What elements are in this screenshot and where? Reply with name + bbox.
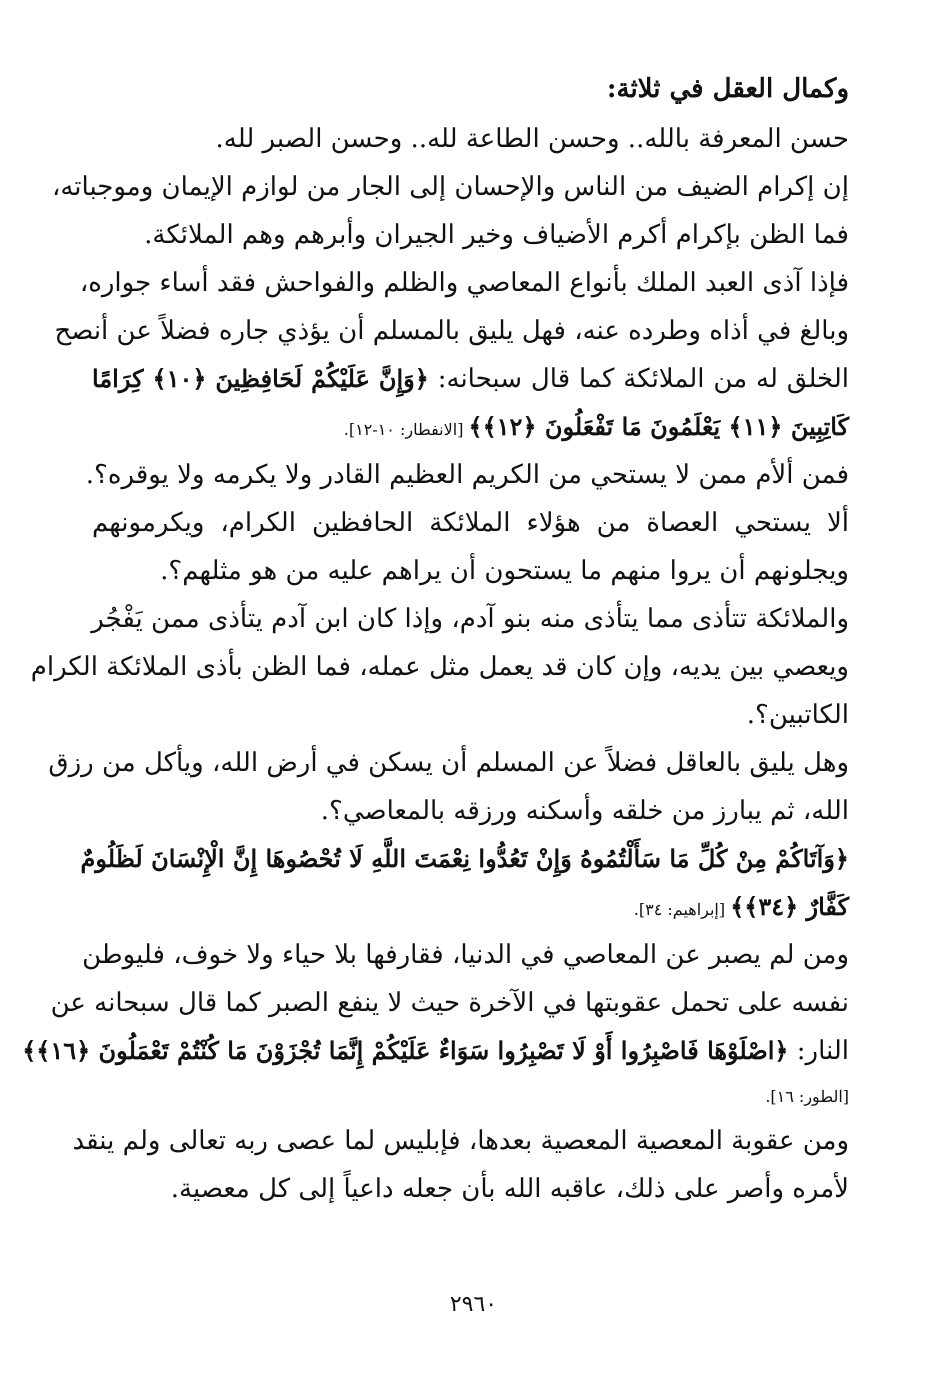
text-line: الكاتبين؟. xyxy=(746,700,849,730)
text-line: وهل يليق بالعاقل فضلاً عن المسلم أن يسكن في أرض الله، ويأكل من رزق xyxy=(48,748,849,778)
text-line-with-quran xyxy=(92,890,849,938)
text-line: فمن ألأم ممن لا يستحي من الكريم العظيم القادر ولا يكرمه ولا يوقره؟. xyxy=(85,460,849,490)
text-line-with-quran xyxy=(22,1034,849,1082)
text-line: الله، ثم يبارز من خلقه وأسكنه ورزقه بالمعاصي؟. xyxy=(320,796,849,826)
text-line-with-quran xyxy=(92,362,849,410)
text-line-with-quran xyxy=(92,410,849,458)
text-line: إن إكرام الضيف من الناس والإحسان إلى الجار من لوازم الإيمان وموجباته، xyxy=(51,172,849,202)
quran-verse: كَاتِبِينَ ﴿١١﴾ يَعْلَمُونَ مَا تَفْعَلُونَ ﴿١٢﴾﴾ xyxy=(468,412,849,441)
text-line: وبالغ في أذاه وطرده عنه، فهل يليق بالمسلم أن يؤذي جاره فضلاً عن أنصح xyxy=(54,316,849,346)
quran-verse: ﴿وَآتَاكُمْ مِنْ كُلِّ مَا سَأَلْتُمُوهُ وَإِنْ تَعُدُّوا نِعْمَتَ اللَّهِ لَا تُحْصُوهَا إِنَّ الْإِنْسَانَ لَظَلُومٌ xyxy=(80,844,849,873)
text-line: والملائكة تتأذى مما يتأذى منه بنو آدم، وإذا كان ابن آدم يتأذى ممن يَفْجُر xyxy=(91,604,849,634)
text-line: فما الظن بإكرام أكرم الأضياف وخير الجيران وأبرهم وهم الملائكة. xyxy=(144,220,849,250)
verse-citation: [إبراهيم: ٣٤]. xyxy=(633,900,731,919)
text-line: ويعصي بين يديه، وإن كان قد يعمل مثل عمله، فما الظن بأذى الملائكة الكرام xyxy=(30,652,849,682)
verse-citation: [الطور: ١٦]. xyxy=(765,1087,849,1106)
text-line: فإذا آذى العبد الملك بأنواع المعاصي والظلم والفواحش فقد أساء جواره، xyxy=(79,268,849,298)
quran-verse: ﴿اصْلَوْهَا فَاصْبِرُوا أَوْ لَا تَصْبِرُوا سَوَاءٌ عَلَيْكُمْ إِنَّمَا تُجْزَوْنَ مَا كُنْتُمْ تَعْمَلُونَ ﴿١٦﴾﴾ xyxy=(22,1036,789,1065)
verse-citation: [الانفطار: ١٠-١٢]. xyxy=(343,420,469,439)
text-line: ومن عقوبة المعصية المعصية بعدها، فإبليس لما عصى ربه تعالى ولم ينقد xyxy=(72,1126,849,1156)
section-heading: وكمال العقل في ثلاثة: xyxy=(606,74,849,104)
text-line: نفسه على تحمل عقوبتها في الآخرة حيث لا ينفع الصبر كما قال سبحانه عن xyxy=(50,988,849,1018)
text-line: لأمره وأصر على ذلك، عاقبه الله بأن جعله داعياً إلى كل معصية. xyxy=(170,1174,849,1204)
text-line: ألا يستحي العصاة من هؤلاء الملائكة الحافظين الكرام، ويكرمونهم xyxy=(92,508,849,538)
quran-verse: كَفَّارٌ ﴿٣٤﴾﴾ xyxy=(730,892,849,921)
text-line: ويجلونهم أن يروا منهم ما يستحون أن يراهم عليه من هو مثلهم؟. xyxy=(160,556,849,586)
text-line: حسن المعرفة بالله.. وحسن الطاعة لله.. وحسن الصبر لله. xyxy=(215,124,849,154)
quran-verse: ﴿وَإِنَّ عَلَيْكُمْ لَحَافِظِينَ ﴿١٠﴾ كِرَامًا xyxy=(92,364,429,393)
text-segment: الخلق له من الملائكة كما قال سبحانه: xyxy=(428,364,849,394)
page-number: ٢٩٦٠ xyxy=(449,1292,498,1317)
text-line: ومن لم يصبر عن المعاصي في الدنيا، فقارفها بلا حياء ولا خوف، فليوطن xyxy=(82,940,849,970)
text-segment: النار: xyxy=(788,1036,849,1066)
